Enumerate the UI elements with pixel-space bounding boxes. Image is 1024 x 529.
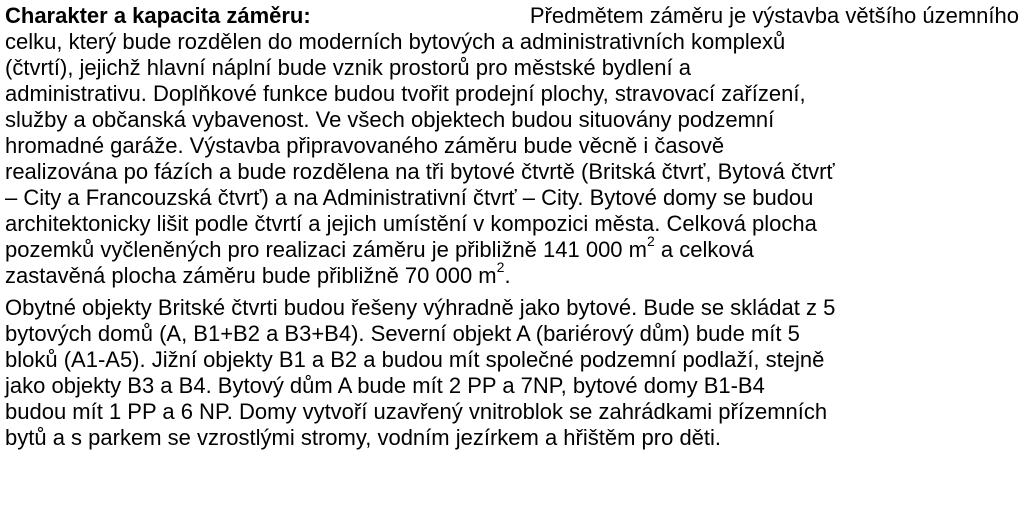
text-segment: zastavěná plocha záměru bude přibližně 70 000 m [5,263,497,288]
text-line: celku, který bude rozdělen do moderních bytových a administrativních komplexů [5,29,786,54]
text-line [5,232,1019,263]
section-heading: Charakter a kapacita záměru: [5,3,311,28]
text-line [5,3,1019,29]
text-line: služby a občanská vybavenost. Ve všech objektech budou situovány podzemní [5,107,775,132]
text-line: Obytné objekty Britské čtvrti budou řešeny výhradně jako bytové. Bude se skládat z 5 [5,295,836,320]
text-segment: pozemků vyčleněných pro realizaci záměru je přibližně 141 000 m [5,237,647,262]
text-line: bloků (A1-A5). Jižní objekty B1 a B2 a budou mít společné podzemní podlaží, stejně [5,347,825,372]
text-line: architektonicky lišit podle čtvrtí a jejich umístění v kompozici města. Celková plocha [5,211,817,236]
text-line: realizována po fázích a bude rozdělena na tři bytové čtvrtě (Britská čtvrť, Bytová čtvrť [5,159,835,184]
text-line: bytových domů (A, B1+B2 a B3+B4). Severní objekt A (bariérový dům) bude mít 5 [5,321,800,346]
superscript: 2 [496,258,505,275]
text-line: budou mít 1 PP a 6 NP. Domy vytvoří uzavřený vnitroblok se zahrádkami přízemních [5,399,828,424]
text-segment: . [504,263,511,288]
text-line: jako objekty B3 a B4. Bytový dům A bude mít 2 PP a 7NP, bytové domy B1-B4 [5,373,765,398]
text-line [5,258,1019,289]
text-segment: Předmětem záměru je výstavba většího územního [529,3,1019,28]
text-segment: a celková [654,237,754,262]
superscript: 2 [647,232,655,249]
text-line: administrativu. Doplňkové funkce budou tvořit prodejní plochy, stravovací zařízení, [5,81,806,106]
text-line: (čtvrtí), jejichž hlavní náplní bude vznik prostorů pro městské bydlení a [5,55,691,80]
text-line: hromadné garáže. Výstavba připravovaného záměru bude věcně i časově [5,133,725,158]
text-line: bytů a s parkem se vzrostlými stromy, vodním jezírkem a hřištěm pro děti. [5,425,722,450]
text-line: – City a Francouzská čtvrť) a na Administrativní čtvrť – City. Bytové domy se budou [5,185,814,210]
